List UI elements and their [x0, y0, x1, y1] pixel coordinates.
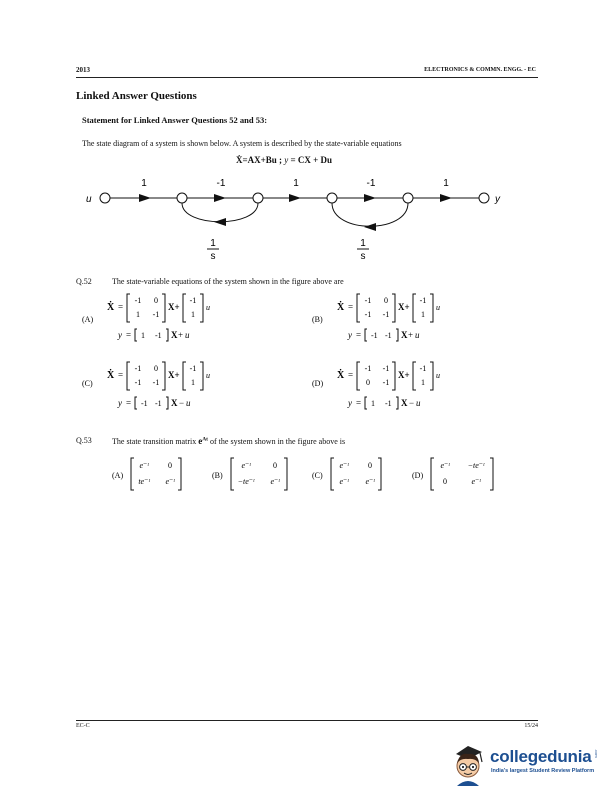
xdot-symbol: Ẋ [236, 155, 243, 165]
sign: + [408, 330, 414, 340]
q52-number: Q.52 [76, 277, 92, 286]
m11: e⁻ᵗ [339, 461, 349, 470]
node-3 [327, 193, 337, 203]
integrator-2-num: 1 [360, 238, 366, 249]
logo-mascot-icon [448, 742, 488, 786]
svg-text:=: = [356, 330, 362, 340]
q52-option-a [82, 294, 210, 341]
svg-text:u: u [436, 371, 440, 380]
arrow-4 [364, 194, 376, 202]
gain-3: 1 [293, 178, 299, 189]
svg-text:X: X [401, 398, 408, 408]
statement-title: Statement for Linked Answer Questions 52 and 53: [82, 115, 268, 125]
header-rule [76, 77, 538, 78]
arrow-1 [139, 194, 151, 202]
option-label: (B) [312, 315, 323, 324]
node-output [479, 193, 489, 203]
feedback-arrow-2 [364, 223, 376, 231]
m22: e⁻ᵗ [471, 477, 481, 486]
b2: 1 [421, 378, 425, 387]
state-diagram [0, 170, 612, 260]
feedback-loop-1 [182, 203, 258, 222]
b1: -1 [189, 364, 197, 373]
svg-text:=: = [118, 302, 124, 312]
option-label: (D) [312, 379, 324, 388]
a12: 0 [154, 364, 158, 373]
footer-code: EC-C [76, 723, 90, 729]
a11: -1 [134, 364, 142, 373]
footer-page: 15/24 [524, 723, 538, 729]
svg-text:X: X [171, 330, 178, 340]
m12: 0 [273, 461, 277, 470]
svg-text:y: y [118, 330, 122, 340]
svg-text:=: = [118, 370, 124, 380]
svg-text:u: u [185, 330, 190, 340]
feedback-loop-2 [332, 203, 408, 226]
integrator-1-num: 1 [210, 238, 216, 249]
output-y: y [284, 155, 289, 165]
x-dot: Ẋ [107, 370, 115, 381]
b2: 1 [421, 310, 425, 319]
a22: -1 [152, 310, 160, 319]
a11: -1 [134, 296, 142, 305]
sign: − [409, 398, 415, 408]
svg-text:u: u [186, 398, 191, 408]
integrator-1-den: s [210, 251, 216, 260]
node-1 [177, 193, 187, 203]
m12: 0 [168, 461, 172, 470]
option-label: (C) [312, 471, 323, 480]
svg-text:X: X [171, 398, 178, 408]
logo-tld: .com [594, 749, 599, 758]
c2: -1 [155, 399, 162, 408]
m12: −te⁻ᵗ [467, 461, 485, 470]
integrator-2-den: s [360, 251, 366, 260]
option-label: (D) [412, 471, 424, 480]
a11: -1 [364, 296, 372, 305]
a21: -1 [134, 378, 142, 387]
node-4 [403, 193, 413, 203]
svg-text:=: = [126, 330, 132, 340]
a12: 0 [384, 296, 388, 305]
m21: te⁻ᵗ [138, 477, 150, 486]
option-label: (C) [82, 379, 93, 388]
sign: + [178, 330, 184, 340]
svg-text:y: y [348, 330, 352, 340]
node-2 [253, 193, 263, 203]
svg-text:X+: X+ [168, 302, 180, 312]
b2: 1 [191, 378, 195, 387]
m21: 0 [443, 477, 447, 486]
q53-option-c [312, 458, 381, 490]
x-dot: Ẋ [107, 302, 115, 313]
feedback-arrow-1 [214, 218, 226, 226]
option-label: (A) [82, 315, 94, 324]
a11: -1 [364, 364, 372, 373]
gain-1: 1 [141, 178, 147, 189]
svg-text:X: X [401, 330, 408, 340]
c2: -1 [385, 399, 392, 408]
m11: e⁻ᵗ [440, 461, 450, 470]
header-subject: ELECTRONICS & COMMN. ENGG. - EC [424, 67, 536, 73]
q53-text: The state transition matrix $e^{At}$ of the system shown in the figure above is [112, 436, 346, 446]
q53-options [0, 450, 612, 500]
svg-text:=: = [356, 398, 362, 408]
m22: e⁻ᵗ [365, 477, 375, 486]
q52-option-b [312, 294, 440, 341]
section-title: Linked Answer Questions [76, 90, 197, 102]
a12: -1 [382, 364, 390, 373]
svg-text:u: u [206, 303, 210, 312]
node-input [100, 193, 110, 203]
a21: 0 [366, 378, 370, 387]
svg-text:X+: X+ [398, 370, 410, 380]
header-year: 2013 [76, 66, 90, 74]
c1: 1 [371, 399, 375, 408]
intro-text: The state diagram of a system is shown below. A system is described by the state-variable equations [82, 139, 402, 148]
q52-option-d [312, 362, 440, 409]
x-dot: Ẋ [337, 302, 345, 313]
option-label: (A) [112, 471, 124, 480]
a12: 0 [154, 296, 158, 305]
c1: -1 [141, 399, 148, 408]
state-equations [236, 155, 332, 165]
a22: -1 [382, 378, 390, 387]
m12: 0 [368, 461, 372, 470]
q53-option-b [212, 458, 287, 490]
svg-text:X+: X+ [168, 370, 180, 380]
gain-5: 1 [443, 178, 449, 189]
arrow-3 [289, 194, 301, 202]
q53-number: Q.53 [76, 436, 92, 445]
output-equation: = CX + Du [288, 155, 333, 165]
x-dot: Ẋ [337, 370, 345, 381]
m11: e⁻ᵗ [139, 461, 149, 470]
svg-text:y: y [118, 398, 122, 408]
svg-text:X+: X+ [398, 302, 410, 312]
arrow-2 [214, 194, 226, 202]
gain-4: -1 [366, 178, 376, 189]
logo-wordmark: collegedunia [490, 747, 592, 766]
q53-option-d [412, 458, 493, 490]
q53-option-a [112, 458, 181, 490]
gain-2: -1 [216, 178, 226, 189]
svg-text:=: = [126, 398, 132, 408]
svg-text:u: u [436, 303, 440, 312]
c2: -1 [155, 331, 162, 340]
output-label: y [495, 194, 500, 205]
svg-text:u: u [416, 398, 421, 408]
m21: −te⁻ᵗ [237, 477, 255, 486]
svg-text:=: = [348, 370, 354, 380]
c2: -1 [385, 331, 392, 340]
b1: -1 [419, 364, 427, 373]
a22: -1 [152, 378, 160, 387]
m21: e⁻ᵗ [339, 477, 349, 486]
svg-text:y: y [348, 398, 352, 408]
footer-rule [76, 720, 538, 721]
svg-text:u: u [206, 371, 210, 380]
option-label: (B) [212, 471, 223, 480]
logo-tagline: India's largest Student Review Platform [491, 768, 595, 774]
state-equation: =AX+Bu ; [242, 155, 283, 165]
m22: e⁻ᵗ [165, 477, 175, 486]
svg-text:u: u [415, 330, 420, 340]
b1: -1 [419, 296, 427, 305]
c1: -1 [371, 331, 378, 340]
a21: -1 [364, 310, 372, 319]
sign: − [179, 398, 185, 408]
b2: 1 [191, 310, 195, 319]
c1: 1 [141, 331, 145, 340]
a21: 1 [136, 310, 140, 319]
m22: e⁻ᵗ [270, 477, 280, 486]
a22: -1 [382, 310, 390, 319]
q52-option-c [82, 362, 210, 409]
arrow-5 [440, 194, 452, 202]
b1: -1 [189, 296, 197, 305]
q52-text: The state-variable equations of the system shown in the figure above are [112, 277, 344, 286]
q52-options [0, 286, 612, 416]
m11: e⁻ᵗ [241, 461, 251, 470]
svg-text:=: = [348, 302, 354, 312]
input-label: u [86, 194, 92, 205]
